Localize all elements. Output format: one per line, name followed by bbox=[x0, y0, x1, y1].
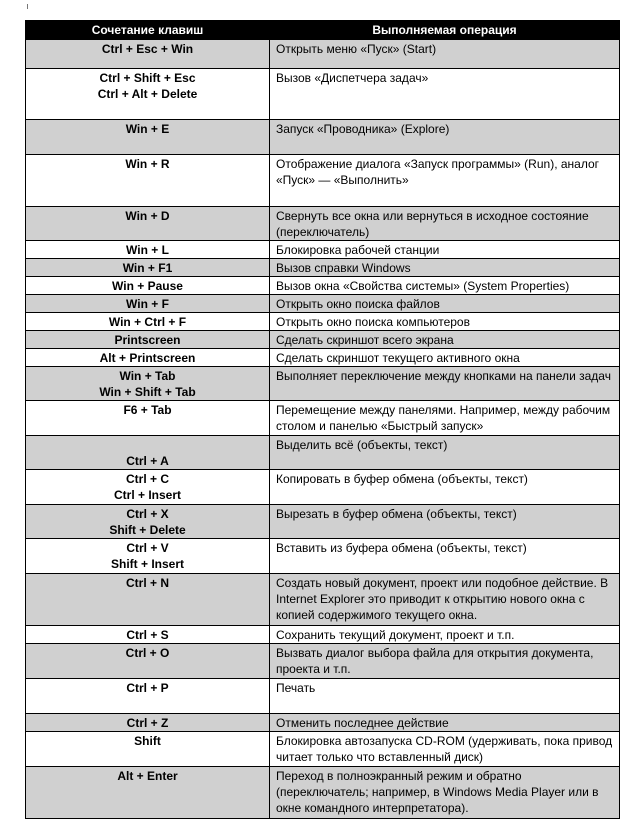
row-keys: Alt + Printscreen bbox=[26, 349, 270, 367]
row-action: Перемещение между панелями. Например, между рабочим столом и панелью «Быстрый запуск» bbox=[270, 401, 620, 436]
table-row bbox=[26, 207, 620, 241]
row-action: Сохранить текущий документ, проект и т.п. bbox=[270, 626, 620, 644]
table-row bbox=[26, 767, 620, 819]
table-row bbox=[26, 436, 620, 470]
table-row bbox=[26, 401, 620, 436]
row-action: Выполняет переключение между кнопками на панели задач bbox=[270, 367, 620, 401]
row-keys: Ctrl + Shift + Esc Ctrl + Alt + Delete bbox=[26, 69, 270, 120]
row-action: Вызов «Диспетчера задач» bbox=[270, 69, 620, 120]
row-keys: Win + Ctrl + F bbox=[26, 313, 270, 331]
table-row bbox=[26, 679, 620, 714]
row-keys: Win + F bbox=[26, 295, 270, 313]
table-row bbox=[26, 120, 620, 155]
row-keys: Win + E bbox=[26, 120, 270, 155]
row-action: Переход в полноэкранный режим и обратно (переключатель; например, в Windows Media Player или в окне командного интерпретатора). bbox=[270, 767, 620, 819]
row-action: Свернуть все окна или вернуться в исходное состояние (переключатель) bbox=[270, 207, 620, 241]
row-action: Открыть окно поиска файлов bbox=[270, 295, 620, 313]
table-row bbox=[26, 295, 620, 313]
row-action: Вставить из буфера обмена (объекты, текст) bbox=[270, 539, 620, 574]
row-action: Печать bbox=[270, 679, 620, 714]
row-keys: Ctrl + V Shift + Insert bbox=[26, 539, 270, 574]
row-action: Вызвать диалог выбора файла для открытия документа, проекта и т.п. bbox=[270, 644, 620, 679]
row-action: Копировать в буфер обмена (объекты, текст) bbox=[270, 470, 620, 505]
table-row bbox=[26, 313, 620, 331]
row-action: Запуск «Проводника» (Explore) bbox=[270, 120, 620, 155]
row-action: Блокировка автозапуска CD-ROM (удерживать, пока привод читает только что вставленный диск) bbox=[270, 732, 620, 767]
row-action: Вырезать в буфер обмена (объекты, текст) bbox=[270, 505, 620, 539]
row-action: Отображение диалога «Запуск программы» (Run), аналог «Пуск» — «Выполнить» bbox=[270, 155, 620, 207]
row-keys: Win + R bbox=[26, 155, 270, 207]
row-keys: Printscreen bbox=[26, 331, 270, 349]
table-row bbox=[26, 539, 620, 574]
table-header-row bbox=[26, 21, 620, 40]
table-row bbox=[26, 470, 620, 505]
row-keys: Ctrl + P bbox=[26, 679, 270, 714]
row-keys: Ctrl + O bbox=[26, 644, 270, 679]
row-keys: Win + F1 bbox=[26, 259, 270, 277]
row-action: Вызов справки Windows bbox=[270, 259, 620, 277]
table-row bbox=[26, 574, 620, 626]
table-row bbox=[26, 367, 620, 401]
table-row bbox=[26, 277, 620, 295]
row-action: Выделить всё (объекты, текст) bbox=[270, 436, 620, 470]
row-keys: Ctrl + Z bbox=[26, 714, 270, 732]
table-row bbox=[26, 331, 620, 349]
table-row bbox=[26, 349, 620, 367]
header-action: Выполняемая операция bbox=[270, 21, 620, 40]
table-row bbox=[26, 626, 620, 644]
row-action: Блокировка рабочей станции bbox=[270, 241, 620, 259]
header-keys: Сочетание клавиш bbox=[26, 21, 270, 40]
row-action: Открыть меню «Пуск» (Start) bbox=[270, 40, 620, 69]
row-action: Вызов окна «Свойства системы» (System Properties) bbox=[270, 277, 620, 295]
row-keys: Ctrl + A bbox=[26, 436, 270, 470]
table-row bbox=[26, 259, 620, 277]
hotkeys-table bbox=[25, 20, 620, 819]
row-action: Отменить последнее действие bbox=[270, 714, 620, 732]
row-keys: Win + Tab Win + Shift + Tab bbox=[26, 367, 270, 401]
row-action: Сделать скриншот текущего активного окна bbox=[270, 349, 620, 367]
row-keys: Win + L bbox=[26, 241, 270, 259]
table-row bbox=[26, 732, 620, 767]
row-keys: Win + D bbox=[26, 207, 270, 241]
row-action: Открыть окно поиска компьютеров bbox=[270, 313, 620, 331]
table-row bbox=[26, 505, 620, 539]
row-keys: F6 + Tab bbox=[26, 401, 270, 436]
row-keys: Ctrl + S bbox=[26, 626, 270, 644]
row-keys: Ctrl + Esc + Win bbox=[26, 40, 270, 69]
table-row bbox=[26, 241, 620, 259]
row-keys: Alt + Enter bbox=[26, 767, 270, 819]
row-keys: Ctrl + C Ctrl + Insert bbox=[26, 470, 270, 505]
row-keys: Shift bbox=[26, 732, 270, 767]
row-keys: Ctrl + N bbox=[26, 574, 270, 626]
row-keys: Ctrl + X Shift + Delete bbox=[26, 505, 270, 539]
row-keys: Win + Pause bbox=[26, 277, 270, 295]
table-row bbox=[26, 69, 620, 120]
table-row bbox=[26, 714, 620, 732]
table-row bbox=[26, 40, 620, 69]
page-mark bbox=[27, 4, 28, 9]
row-action: Сделать скриншот всего экрана bbox=[270, 331, 620, 349]
table-row bbox=[26, 644, 620, 679]
row-action: Создать новый документ, проект или подобное действие. В Internet Explorer это приводит к открытию нового окна с копией содержимого текущего окна. bbox=[270, 574, 620, 626]
table-row bbox=[26, 155, 620, 207]
